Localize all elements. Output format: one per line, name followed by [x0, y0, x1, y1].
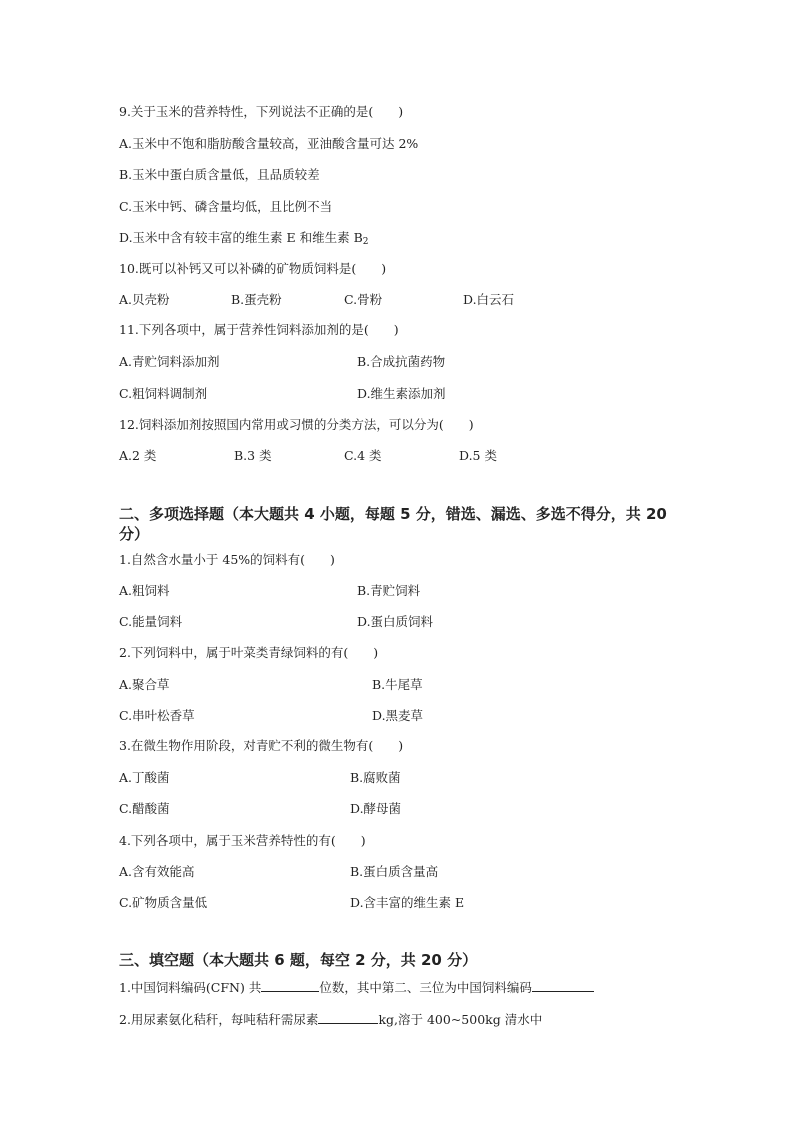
q9-option-c: C.玉米中钙、磷含量均低，且比例不当	[119, 199, 333, 214]
q12-stem: 12.饲料添加剂按照国内常用或习惯的分类方法，可以分为( )	[119, 417, 474, 432]
s2-q2-option-a: A.聚合草	[119, 677, 170, 692]
q10-option-a: A.贝壳粉	[119, 292, 170, 307]
q12-option-a: A.2 类	[119, 448, 157, 463]
s2-q1-option-d: D.蛋白质饲料	[357, 614, 434, 629]
q12-option-d: D.5 类	[459, 448, 497, 463]
s2-q3-option-c: C.醋酸菌	[119, 801, 170, 816]
s2-q1-stem: 1.自然含水量小于 45%的饲料有( )	[119, 552, 335, 567]
s3-fill-1-blank-2	[532, 979, 594, 992]
s2-q3-option-a: A.丁酸菌	[119, 770, 170, 785]
s2-q3-option-d: D.酵母菌	[350, 801, 402, 816]
q10-option-d: D.白云石	[463, 292, 515, 307]
s2-q2-option-c: C.串叶松香草	[119, 708, 195, 723]
q11-option-a: A.青贮饲料添加剂	[119, 354, 220, 369]
s2-q4-option-a: A.含有效能高	[119, 864, 195, 879]
q11-option-c: C.粗饲料调制剂	[119, 386, 208, 401]
s3-fill-2	[119, 1011, 542, 1028]
s3-fill-1-text-a: 1.中国饲料编码(CFN) 共	[119, 980, 262, 995]
section2-heading: 二、多项选择题（本大题共 4 小题，每题 5 分，错选、漏选、多选不得分，共 20 分）	[119, 505, 667, 543]
s2-q3-option-b: B.腐败菌	[350, 770, 401, 785]
s3-fill-2-text-b: kg,溶于 400~500kg 清水中	[378, 1012, 543, 1027]
s3-fill-2-blank-1	[318, 1011, 378, 1024]
q11-stem: 11.下列各项中，属于营养性饲料添加剂的是( )	[119, 322, 399, 337]
q9-option-d-subscript: 2	[362, 237, 369, 247]
s2-q1-option-a: A.粗饲料	[119, 583, 170, 598]
q9-option-a: A.玉米中不饱和脂肪酸含量较高，亚油酸含量可达 2%	[119, 136, 419, 151]
q10-option-b: B.蛋壳粉	[231, 292, 282, 307]
q9-option-d-text: D.玉米中含有较丰富的维生素 E 和维生素 B	[119, 230, 363, 245]
q10-stem: 10.既可以补钙又可以补磷的矿物质饲料是( )	[119, 261, 387, 276]
s2-q1-option-c: C.能量饲料	[119, 614, 183, 629]
s2-q2-option-d: D.黑麦草	[372, 708, 424, 723]
q9-option-b: B.玉米中蛋白质含量低，且品质较差	[119, 167, 320, 182]
s2-q4-option-b: B.蛋白质含量高	[350, 864, 439, 879]
q12-option-c: C.4 类	[344, 448, 382, 463]
s3-fill-1-blank-1	[261, 979, 319, 992]
s2-q4-option-d: D.含丰富的维生素 E	[350, 895, 465, 910]
s2-q1-option-b: B.青贮饲料	[357, 583, 421, 598]
s2-q2-option-b: B.牛尾草	[372, 677, 423, 692]
s2-q4-option-c: C.矿物质含量低	[119, 895, 208, 910]
q9-stem: 9.关于玉米的营养特性，下列说法不正确的是( )	[119, 104, 404, 119]
s2-q4-stem: 4.下列各项中，属于玉米营养特性的有( )	[119, 833, 366, 848]
section3-heading: 三、填空题（本大题共 6 题，每空 2 分，共 20 分）	[119, 951, 478, 969]
q12-option-b: B.3 类	[234, 448, 272, 463]
q11-option-b: B.合成抗菌药物	[357, 354, 446, 369]
q11-option-d: D.维生素添加剂	[357, 386, 446, 401]
s2-q3-stem: 3.在微生物作用阶段，对青贮不利的微生物有( )	[119, 738, 404, 753]
q9-option-d	[119, 230, 369, 250]
s2-q2-stem: 2.下列饲料中，属于叶菜类青绿饲料的有( )	[119, 645, 379, 660]
s3-fill-1	[119, 979, 594, 996]
s3-fill-2-text-a: 2.用尿素氨化秸秆，每吨秸秆需尿素	[119, 1012, 319, 1027]
q10-option-c: C.骨粉	[344, 292, 383, 307]
s3-fill-1-text-b: 位数，其中第二、三位为中国饲料编码	[319, 980, 532, 995]
